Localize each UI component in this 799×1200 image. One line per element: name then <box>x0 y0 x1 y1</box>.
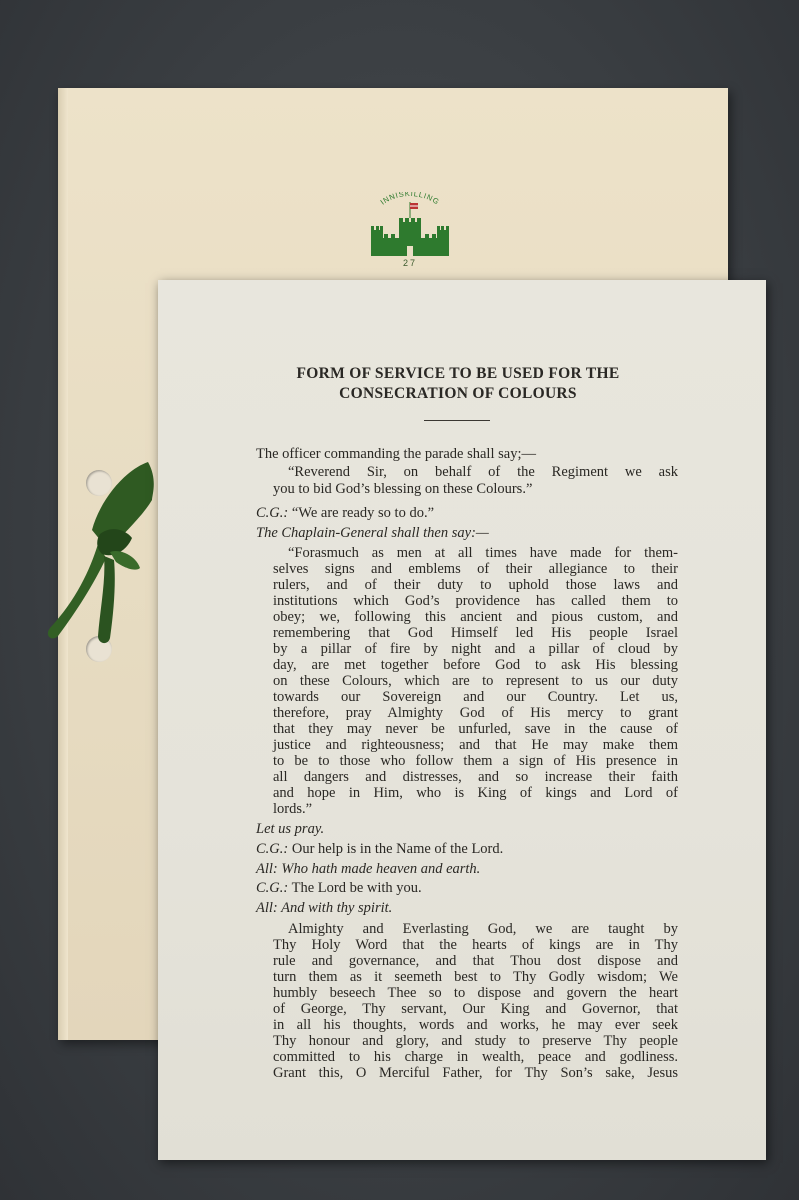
page-title <box>158 364 758 404</box>
service-sheet <box>158 280 766 1160</box>
text-line: obey; we, following this ancient and pious custom, and <box>273 609 678 625</box>
text-line: Almighty and Everlasting God, we are taught by <box>288 921 678 937</box>
text-line: The officer commanding the parade shall say;— <box>256 446 536 462</box>
text-line: All: And with thy spirit. <box>256 900 393 916</box>
text-line: Thy honour and glory, and study to preserve Thy people <box>273 1033 678 1049</box>
text-line: Grant this, O Merciful Father, for Thy Son’s sake, Jesus <box>273 1065 678 1081</box>
title-line-1: FORM OF SERVICE TO BE USED FOR THE <box>296 365 620 382</box>
text-line: on these Colours, which are to represent to us our duty <box>273 673 678 689</box>
speaker-label: C.G.: <box>256 505 289 521</box>
text-line: and hope in Him, who is King of kings and Lord of <box>273 785 678 801</box>
text-line: to be to those who follow them a sign of His presence in <box>273 753 678 769</box>
speaker-text: “We are ready so to do.” <box>288 505 435 521</box>
svg-text:INNISKILLING: INNISKILLING <box>378 192 442 207</box>
speaker-label: C.G.: <box>256 880 289 896</box>
text-line: of George, Thy servant, Our King and Governor, that <box>273 1001 678 1017</box>
speaker-text: Our help is in the Name of the Lord. <box>288 841 504 857</box>
text-line: justice and righteousness; and that He may make them <box>273 737 678 753</box>
text-line: lords.” <box>273 801 313 817</box>
text-line: Let us pray. <box>256 821 325 837</box>
text-line: turn them as it seemeth best to Thy Godly wisdom; We <box>273 969 678 985</box>
text-line: you to bid God’s blessing on these Colours.” <box>273 481 533 497</box>
speaker-text: The Lord be with you. <box>288 880 422 896</box>
text-line <box>256 880 422 896</box>
title-divider <box>424 420 490 421</box>
text-line: therefore, pray Almighty God of His mercy to grant <box>273 705 678 721</box>
text-line <box>256 841 503 857</box>
text-line <box>256 505 434 521</box>
inniskilling-crest <box>360 192 460 282</box>
text-line: selves signs and emblems of their allegiance to their <box>273 561 678 577</box>
text-line: humbly beseech Thee so to dispose and govern the heart <box>273 985 678 1001</box>
text-line: “Forasmuch as men at all times have made for them- <box>288 545 678 561</box>
text-line: in all his thoughts, words and works, he may ever seek <box>273 1017 678 1033</box>
title-line-2: CONSECRATION OF COLOURS <box>339 385 577 402</box>
text-line: all dangers and distresses, and so increase their faith <box>273 769 678 785</box>
text-line: “Reverend Sir, on behalf of the Regiment we ask <box>288 464 678 480</box>
text-line: rulers, and of their duty to uphold those laws and <box>273 577 678 593</box>
text-line: Thy Holy Word that the hearts of kings are in Thy <box>273 937 678 953</box>
text-line: day, are met together before God to ask His blessing <box>273 657 678 673</box>
text-line: institutions which God’s providence has called them to <box>273 593 678 609</box>
text-line: towards our Sovereign and our Country. Let us, <box>273 689 678 705</box>
text-line: rule and governance, and that Thou dost dispose and <box>273 953 678 969</box>
green-ribbon-icon <box>40 460 170 660</box>
speaker-label: C.G.: <box>256 841 289 857</box>
castle-icon <box>360 192 460 262</box>
text-line: The Chaplain-General shall then say:— <box>256 525 489 541</box>
text-line: remembering that God Himself led His people Israel <box>273 625 678 641</box>
text-line: committed to his charge in wealth, peace and godliness. <box>273 1049 678 1065</box>
text-line: All: Who hath made heaven and earth. <box>256 861 481 877</box>
page-number: 27 <box>402 258 417 268</box>
text-line: by a pillar of fire by night and a pillar of cloud by <box>273 641 678 657</box>
text-line: that they may never be unfurled, save in the cause of <box>273 721 678 737</box>
